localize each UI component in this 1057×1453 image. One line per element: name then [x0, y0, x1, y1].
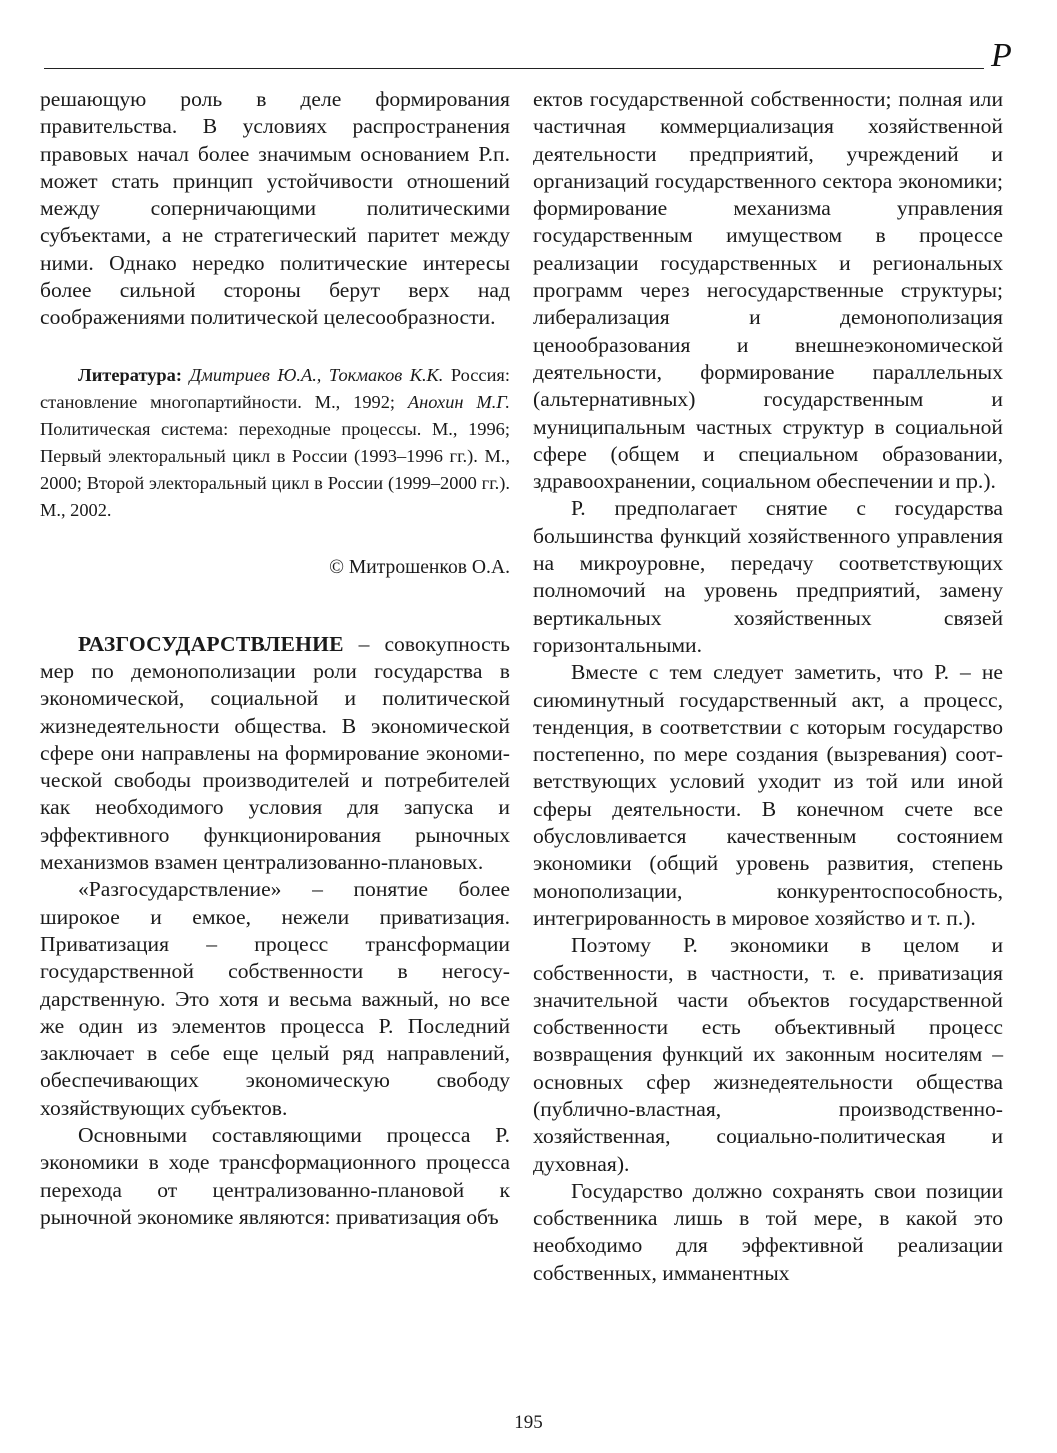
literature-author: Дмитриев Ю.А., Токмаков К.К. — [189, 364, 444, 385]
literature-text: Россия: становление многопартийности. М., 1992; — [40, 364, 510, 412]
body-paragraph: ектов государственной собственности; полная или частичная коммерциализация хозяйственной деятельности предприятий, учреждений и организаций государственного сектора экономики; формирование механизма управления государственным имуществом в процессе реализации государственных и региональных программ через негосударственные структуры; либерализация и демонополизация ценообразования и внешнеэкономической деятельности, формирование параллельных (альтернативных) государственным и муниципальным частных структур в социальной сфере (общем и специальном образовании, здравоохранении, социальном обеспечении и пр.). — [533, 87, 1003, 494]
page-number: 195 — [514, 1412, 543, 1433]
header-rule — [44, 68, 984, 69]
body-paragraph: Р. предполагает снятие с государства большинства функций хозяйственного управления на микроуровне, передачу соответствующих полномочий на уровень предприятий, замену вертикальных хозяйственных связей горизонтальными. — [533, 496, 1003, 657]
right-column — [533, 86, 1003, 1287]
entry-paragraph — [40, 631, 510, 877]
literature-author: Анохин М.Г. — [407, 391, 510, 412]
literature-label: Литература: — [78, 364, 182, 385]
body-paragraph: Государство должно сохранять свои позиции собственника лишь в той мере, в какой это необходимо для эффективной реализации собственных, имманентных — [533, 1178, 1003, 1285]
entry-definition: – совокупность мер по демонополизации роли государства в экономической, социальной и политической жизнедеятельности общества. В экономической сфере они направлены на формирование экономической свободы производителей и потребителей как необходимого условия для запуска и эффективного функционирования рыночных механизмов взамен централизованно-плановых. — [40, 631, 510, 875]
body-paragraph: Поэтому Р. экономики в целом и собственности, в частности, т. е. приватизация значительной части объектов государственной собственности есть объективный процесс возвращения функций их законным носителям – основных сфер жизнедеятельности общества (публично-властная, производственно-хозяйственная, социально-политическая и духовная). — [533, 933, 1003, 1176]
literature-text: Политическая система: переходные процессы. М., 1996; Первый электоральный цикл в России (1993–1996 гг.). М., 2000; Второй электоральный цикл в России (1999–2000 гг.). М., 2002. — [40, 418, 510, 520]
left-column — [40, 86, 510, 1231]
continuation-paragraph: решающую роль в деле формирования правительства. В условиях распространения правовых начал более значимым основанием Р.п. может стать принцип устойчивости отношений между соперничающими политическими субъектами, а не стратегический паритет между ними. Однако нередко политические интересы более сильной стороны берут верх над соображениями политической целесообразности. — [40, 87, 510, 330]
literature-paragraph — [40, 362, 510, 524]
entry-term: РАЗГОСУДАРСТВЛЕНИЕ — [78, 631, 344, 656]
body-paragraph: «Разгосударствление» – понятие более широкое и емкое, нежели приватизация. Приватизация – процесс трансформации государственной собственности в негосударственную. Это хотя и весьма важный, но все же один из элементов процесса Р. Последний заключает в себе еще целый ряд направлений, обеспечивающих экономическую свободу хозяйствующих субъектов. — [40, 877, 510, 1120]
section-letter: Р — [991, 37, 1012, 74]
copyright-author: © Митрошенков О.А. — [329, 556, 510, 578]
body-paragraph: Вместе с тем следует заметить, что Р. – не сиюминутный государственный акт, а процесс, тенденция, в соответствии с которым государство постепенно, по мере создания (вызревания) соответствующих условий уходит из той или иной сферы деятельности. В конечном счете все обусловливается качественным состоянием экономики (общий уровень развития, степень монополизации, конкурентоспособность, интегрированность в мировое хозяйство и т. п.). — [533, 660, 1003, 930]
body-paragraph: Основными составляющими процесса Р. экономики в ходе трансформационного процесса перехода от централизованно-плановой к рыночной экономике являются: приватизация объ — [40, 1123, 510, 1229]
